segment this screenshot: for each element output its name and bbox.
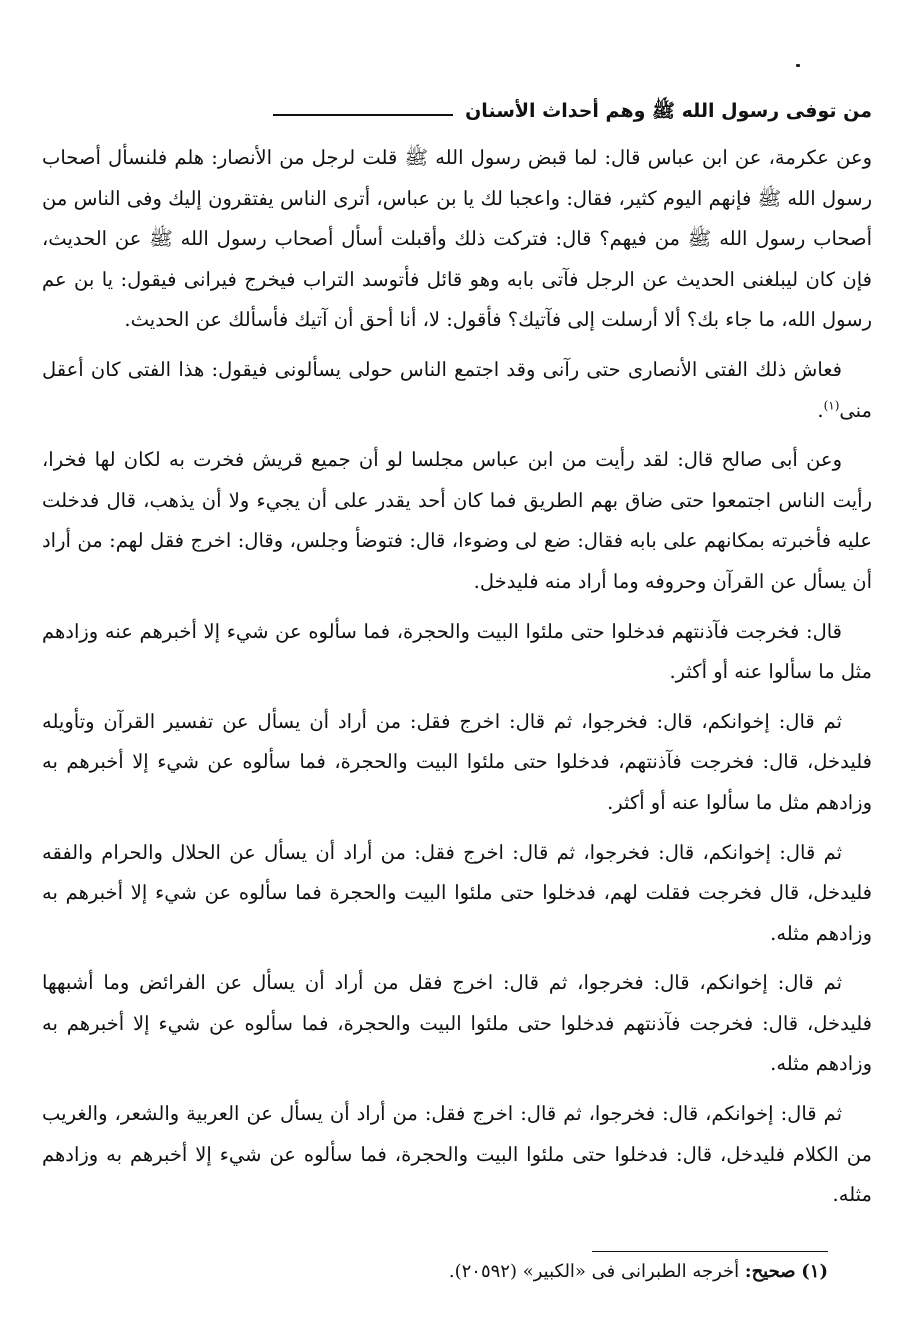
footnote-reference: (١) [823,398,840,413]
paragraph: ثم قال: إخوانكم، قال: فخرجوا، ثم قال: اخرج فقل من أراد أن يسأل عن الفرائض وما أشبهها فليدخل، قال: فخرجت فآذنتهم فدخلوا حتى ملئوا البيت والحجرة، فما سألوه عن شيء إلا أخبرهم به وزادهم مثله. [42,971,872,1076]
main-text [42,138,872,1225]
paragraph: ثم قال: إخوانكم، قال: فخرجوا، ثم قال: اخرج فقل: من أراد أن يسأل عن تفسير القرآن وتأويله فليدخل، قال: فخرجت فآذنتهم، فدخلوا حتى ملئوا البيت والحجرة، فما سألوه عن شيء إلا أخبرهم به وزادهم مثل ما سألوا عنه أو أكثر. [42,709,872,814]
running-header [22,96,872,130]
paragraph: وعن أبى صالح قال: لقد رأيت من ابن عباس مجلسا لو أن جميع قريش فخرت به لكان لها فخرا، رأيت الناس اجتمعوا حتى ضاق بهم الطريق فما كان أحد يقدر على أن يجيء ولا أن يذهب، قال فدخلت عليه فأخبرته بمكانهم على بابه فقال: ضع لى وضوءا، قال: فتوضأ وجلس، وقال: اخرج فقل لهم: من أراد أن يسأل عن القرآن وحروفه وما أراد منه فليدخل. [42,448,872,593]
paragraph: وعن عكرمة، عن ابن عباس قال: لما قبض رسول الله ﷺ قلت لرجل من الأنصار: هلم فلنسأل أصحاب رسول الله ﷺ فإنهم اليوم كثير، فقال: واعجبا لك يا بن عباس، أترى الناس يفتقرون إليك وفى الناس من أصحاب رسول الله ﷺ من فيهم؟ قال: فتركت ذلك وأقبلت أسأل أصحاب رسول الله ﷺ عن الحديث، فإن كان ليبلغنى الحديث عن الرجل فآتى بابه وهو قائل فأتوسد التراب فيخرج فيرانى فيقول: يا بن عم رسول الله، ما جاء بك؟ ألا أرسلت إلى فآتيك؟ فأقول: لا، أنا أحق أن آتيك فأسألك عن الحديث. [42,146,872,332]
paragraph: قال: فخرجت فآذنتهم فدخلوا حتى ملئوا البيت والحجرة، فما سألوه عن شيء إلا أخبرهم عنه وزادهم مثل ما سألوا عنه أو أكثر. [42,619,872,684]
paragraph [42,350,872,431]
footnote [128,1258,828,1286]
header-rule [273,114,453,116]
paragraph: ثم قال: إخوانكم، قال: فخرجوا، ثم قال: اخرج فقل: من أراد أن يسأل عن العربية والشعر، والغريب من الكلام فليدخل، قال: فدخلوا حتى ملئوا البيت والحجرة، فما سألوه عن شيء إلا أخبرهم به وزادهم مثله. [42,1102,872,1207]
paragraph-end-punctuation: . [817,398,824,422]
paragraph-text: فعاش ذلك الفتى الأنصارى حتى رآنى وقد اجتمع الناس حولى يسألونى فيقول: هذا الفتى كان أعقل منى [42,357,872,422]
footnote-label: صحيح: [744,1261,796,1282]
footnote-text: أخرجه الطبرانى فى «الكبير» (٢٠٥٩٢). [448,1261,740,1282]
paragraph: ثم قال: إخوانكم، قال: فخرجوا، ثم قال: اخرج فقل: من أراد أن يسأل عن الحلال والحرام والفقه فليدخل، قال فخرجت فقلت لهم، فدخلوا حتى ملئوا البيت والحجرة فما سألوه عن شيء إلا أخبرهم به وزادهم مثله. [42,840,872,945]
chapter-title: من توفى رسول الله ﷺ وهم أحداث الأسنان [465,100,872,122]
footnote-number: (١) [801,1261,828,1282]
scan-speck [796,64,800,67]
footnote-divider [592,1251,828,1252]
